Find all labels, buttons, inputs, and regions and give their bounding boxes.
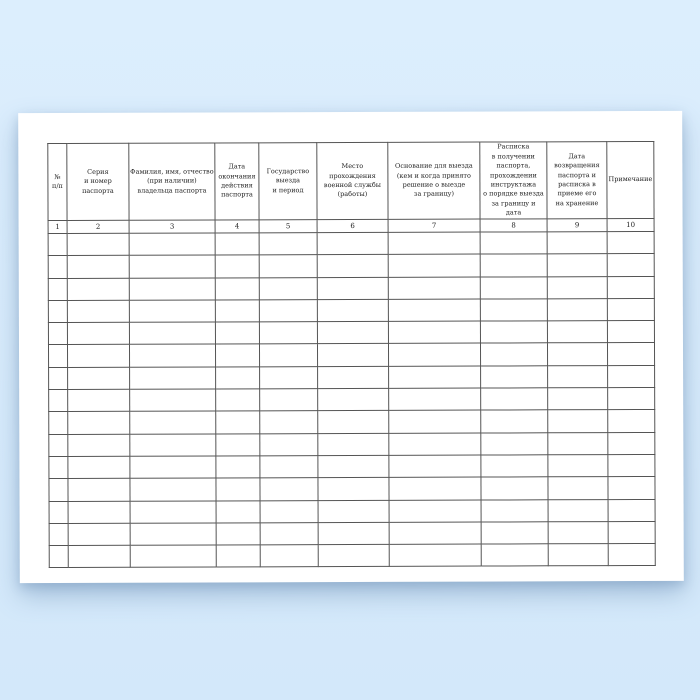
empty-cell xyxy=(388,277,480,300)
empty-cell xyxy=(608,499,655,521)
empty-cell xyxy=(129,322,215,345)
empty-cell xyxy=(216,478,260,500)
empty-cell xyxy=(318,478,389,501)
table-row xyxy=(49,388,655,412)
empty-cell xyxy=(129,344,215,367)
column-header: Серия и номер паспорта xyxy=(67,143,129,220)
empty-cell xyxy=(215,233,259,255)
empty-cell xyxy=(548,432,608,455)
empty-cell xyxy=(318,388,389,411)
empty-cell xyxy=(548,455,608,478)
column-number: 1 xyxy=(48,220,67,233)
empty-cell xyxy=(480,276,547,299)
empty-cell xyxy=(68,501,130,524)
empty-cell xyxy=(68,523,130,546)
empty-cell xyxy=(481,432,548,455)
empty-cell xyxy=(389,477,481,500)
empty-cell xyxy=(259,300,317,322)
empty-cell xyxy=(68,479,130,502)
empty-cell xyxy=(130,434,216,457)
column-header: Фамилия, имя, отчество (при наличии) владельца паспорта xyxy=(129,143,215,220)
table-row xyxy=(49,410,655,434)
empty-cell xyxy=(49,390,68,412)
table-row xyxy=(49,454,655,478)
empty-cell xyxy=(49,546,68,568)
empty-cell xyxy=(49,523,68,545)
empty-cell xyxy=(318,366,389,389)
empty-cell xyxy=(68,545,130,568)
table-row xyxy=(48,276,654,300)
empty-cell xyxy=(49,434,68,456)
empty-cell xyxy=(259,233,317,255)
empty-cell xyxy=(480,299,547,322)
empty-cell xyxy=(67,256,129,279)
empty-cell xyxy=(547,254,607,277)
table-body xyxy=(48,218,655,568)
empty-cell xyxy=(259,255,317,277)
empty-cell xyxy=(48,233,67,255)
table-row xyxy=(48,321,654,345)
empty-cell xyxy=(547,343,607,366)
table-row xyxy=(49,365,655,389)
empty-cell xyxy=(389,410,481,433)
table-row xyxy=(49,521,655,545)
empty-cell xyxy=(49,479,68,501)
empty-cell xyxy=(260,456,318,478)
column-header: Дата окончания действия паспорта xyxy=(215,143,259,220)
empty-cell xyxy=(215,322,259,344)
empty-cell xyxy=(216,389,260,411)
passport-log-table xyxy=(47,141,655,569)
empty-cell xyxy=(260,366,318,388)
table-row xyxy=(48,231,654,255)
empty-cell xyxy=(49,412,68,434)
empty-cell xyxy=(318,455,389,478)
empty-cell xyxy=(260,522,318,544)
column-number: 7 xyxy=(388,219,480,232)
empty-cell xyxy=(389,388,481,411)
empty-cell xyxy=(608,521,655,543)
empty-cell xyxy=(67,322,129,345)
empty-cell xyxy=(608,388,655,410)
empty-cell xyxy=(547,321,607,344)
empty-cell xyxy=(317,299,388,322)
empty-cell xyxy=(130,411,216,434)
empty-cell xyxy=(388,344,480,367)
empty-cell xyxy=(608,410,655,432)
empty-cell xyxy=(480,343,547,366)
empty-cell xyxy=(608,432,655,454)
empty-cell xyxy=(547,232,607,255)
table-row xyxy=(48,254,654,278)
empty-cell xyxy=(260,478,318,500)
empty-cell xyxy=(389,500,481,523)
empty-cell xyxy=(216,411,260,433)
paper-sheet xyxy=(18,111,684,583)
empty-cell xyxy=(548,521,608,544)
empty-cell xyxy=(607,254,654,276)
empty-cell xyxy=(216,545,260,567)
empty-cell xyxy=(260,389,318,411)
table-row xyxy=(49,544,655,568)
column-number: 9 xyxy=(547,219,607,232)
empty-cell xyxy=(608,454,655,476)
empty-cell xyxy=(607,298,654,320)
empty-cell xyxy=(48,256,67,278)
table-row xyxy=(48,343,654,367)
empty-cell xyxy=(318,433,389,456)
empty-cell xyxy=(318,500,389,523)
empty-cell xyxy=(388,232,480,255)
empty-cell xyxy=(317,344,388,367)
empty-cell xyxy=(480,232,547,255)
empty-cell xyxy=(548,410,608,433)
empty-cell xyxy=(481,522,548,545)
empty-cell xyxy=(389,544,481,567)
empty-cell xyxy=(130,501,216,524)
column-header: Место прохождения военной службы (работы) xyxy=(317,142,388,219)
empty-cell xyxy=(607,276,654,298)
empty-cell xyxy=(389,433,481,456)
column-header: Государство выезда и период xyxy=(259,143,317,220)
column-number: 10 xyxy=(607,218,654,231)
empty-cell xyxy=(389,522,481,545)
empty-cell xyxy=(48,323,67,345)
empty-cell xyxy=(129,255,215,278)
empty-cell xyxy=(216,456,260,478)
empty-cell xyxy=(547,298,607,321)
empty-cell xyxy=(481,366,548,389)
empty-cell xyxy=(215,277,259,299)
table-row xyxy=(49,477,655,501)
empty-cell xyxy=(68,456,130,479)
empty-cell xyxy=(48,345,67,367)
empty-cell xyxy=(481,544,548,567)
empty-cell xyxy=(216,433,260,455)
empty-cell xyxy=(260,500,318,522)
empty-cell xyxy=(481,388,548,411)
empty-cell xyxy=(547,276,607,299)
empty-cell xyxy=(548,365,608,388)
column-header: № п/п xyxy=(48,143,67,220)
empty-cell xyxy=(68,367,130,390)
empty-cell xyxy=(608,365,655,387)
empty-cell xyxy=(481,410,548,433)
empty-cell xyxy=(67,278,129,301)
empty-cell xyxy=(388,321,480,344)
empty-cell xyxy=(260,433,318,455)
empty-cell xyxy=(67,300,129,323)
empty-cell xyxy=(130,367,216,390)
empty-cell xyxy=(130,478,216,501)
empty-cell xyxy=(215,300,259,322)
empty-cell xyxy=(216,367,260,389)
empty-cell xyxy=(318,545,389,568)
column-number: 8 xyxy=(480,219,547,232)
empty-cell xyxy=(216,500,260,522)
empty-cell xyxy=(608,544,655,566)
table-row xyxy=(49,432,655,456)
column-header: Примечание xyxy=(607,141,654,218)
empty-cell xyxy=(607,231,654,253)
empty-cell xyxy=(130,523,216,546)
table-row xyxy=(49,499,655,523)
empty-cell xyxy=(481,499,548,522)
empty-cell xyxy=(260,545,318,567)
table-row xyxy=(48,298,654,322)
empty-cell xyxy=(480,254,547,277)
empty-cell xyxy=(389,455,481,478)
empty-cell xyxy=(388,299,480,322)
empty-cell xyxy=(318,411,389,434)
empty-cell xyxy=(130,545,216,568)
empty-cell xyxy=(480,321,547,344)
empty-cell xyxy=(317,232,388,255)
empty-cell xyxy=(548,499,608,522)
empty-cell xyxy=(607,321,654,343)
empty-cell xyxy=(318,522,389,545)
column-header: Расписка в получении паспорта, прохождении инструктажа о порядке выезда за границу и дата xyxy=(480,142,547,219)
empty-cell xyxy=(260,411,318,433)
column-number: 2 xyxy=(67,220,129,233)
empty-cell xyxy=(317,277,388,300)
empty-cell xyxy=(130,456,216,479)
empty-cell xyxy=(48,300,67,322)
empty-cell xyxy=(607,343,654,365)
column-number: 5 xyxy=(259,220,317,233)
empty-cell xyxy=(548,477,608,500)
empty-cell xyxy=(130,389,216,412)
empty-cell xyxy=(68,412,130,435)
empty-cell xyxy=(67,233,129,256)
column-header: Основание для выезда (кем и когда принято решение о выезде за границу) xyxy=(388,142,480,219)
column-number: 6 xyxy=(317,219,388,232)
empty-cell xyxy=(49,367,68,389)
empty-cell xyxy=(129,300,215,323)
empty-cell xyxy=(49,501,68,523)
empty-cell xyxy=(68,434,130,457)
column-header: Дата возвращения паспорта и расписка в приеме его на хранение xyxy=(547,142,607,219)
empty-cell xyxy=(215,255,259,277)
empty-cell xyxy=(68,389,130,412)
empty-cell xyxy=(259,322,317,344)
empty-cell xyxy=(216,523,260,545)
empty-cell xyxy=(481,477,548,500)
empty-cell xyxy=(259,277,317,299)
table-header-row xyxy=(48,141,654,220)
empty-cell xyxy=(67,345,129,368)
empty-cell xyxy=(388,254,480,277)
empty-cell xyxy=(48,278,67,300)
empty-cell xyxy=(548,388,608,411)
empty-cell xyxy=(129,278,215,301)
empty-cell xyxy=(259,344,317,366)
empty-cell xyxy=(548,544,608,567)
empty-cell xyxy=(129,233,215,256)
column-number: 3 xyxy=(129,220,215,233)
empty-cell xyxy=(215,344,259,366)
column-number: 4 xyxy=(215,220,259,233)
empty-cell xyxy=(481,455,548,478)
empty-cell xyxy=(608,477,655,499)
empty-cell xyxy=(389,366,481,389)
empty-cell xyxy=(317,255,388,278)
empty-cell xyxy=(49,456,68,478)
empty-cell xyxy=(317,322,388,345)
